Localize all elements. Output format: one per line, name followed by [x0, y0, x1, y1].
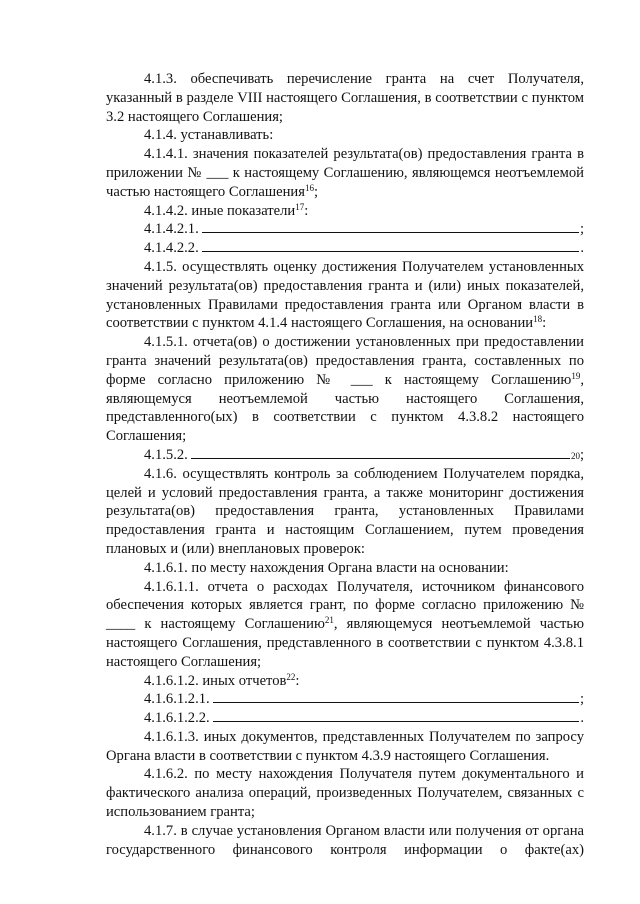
- paragraph-text: 4.1.6.1. по месту нахождения Органа власти на основании:: [144, 559, 509, 576]
- paragraph-tail: ;: [313, 183, 318, 200]
- paragraph-text: 4.1.6. осуществлять контроль за соблюдением Получателем порядка, целей и условий предоставления гранта, а также мониторинг достижения результата(ов) предоставления гранта, установленных Правилами предоставления гранта и настоящим Соглашением, путем проведения плановых и (или) внеплановых проверок:: [106, 465, 584, 557]
- footnote-ref: 18: [533, 314, 543, 325]
- blank-item-4-1-4-2-2: [106, 239, 584, 258]
- paragraph-4-1-7: [106, 822, 584, 860]
- paragraph-tail: :: [542, 315, 547, 332]
- item-end: ;: [579, 691, 584, 708]
- paragraph-tail: , являющемуся неотъемлемой частью настоящего Соглашения, представленного(ых) в соответствии с пунктом 4.3.8.2 настоящего Соглашения;: [106, 371, 584, 445]
- item-label: 4.1.4.2.1.: [144, 221, 199, 238]
- blank-item-4-1-5-2: 4.1.5.2. 20 ;: [144, 446, 584, 463]
- item-label: 4.1.5.2.: [144, 446, 188, 463]
- footnote-ref: 16: [304, 182, 314, 193]
- paragraph-text: 4.1.5.1. отчета(ов) о достижении установленных при предоставлении гранта значений результата(ов) предоставления гранта, составленных по форме согласно приложению № ___ к настоящему Соглашению: [106, 334, 584, 388]
- paragraph-text: 4.1.4.2. иные показатели: [144, 202, 296, 219]
- item-label: 4.1.6.1.2.1.: [144, 691, 210, 708]
- paragraph-tail: , являющемуся неотъемлемой частью настоящего Соглашения, представленного в соответствии с пунктом 4.3.8.1 настоящего Соглашения;: [106, 616, 584, 670]
- paragraph-4-1-4: [106, 126, 584, 145]
- item-end: .: [580, 240, 584, 257]
- paragraph-tail: :: [304, 202, 309, 219]
- paragraph-4-1-6-1: [106, 559, 584, 578]
- paragraph-text: 4.1.5. осуществлять оценку достижения Получателем установленных значений результата(ов) предоставления гранта и (или) иных показателей, установленных Правилами предоставления гранта или Органом власти в соответствии с пунктом 4.1.4 настоящего Соглашения, на основании: [106, 258, 584, 332]
- paragraph-4-1-6-2: [106, 765, 584, 821]
- footnote-ref: 22: [286, 671, 296, 682]
- paragraph-4-1-4-2: [106, 202, 584, 221]
- blank-line: [213, 721, 580, 722]
- item-end: ;: [579, 221, 584, 238]
- paragraph-4-1-5-1: [106, 333, 584, 446]
- paragraph-text: 4.1.7. в случае установления Органом власти или получения от органа государственного финансового контроля информации о факте(ах): [106, 822, 584, 858]
- footnote-ref: 19: [571, 370, 581, 381]
- paragraph-text: 4.1.4. устанавливать:: [144, 127, 274, 144]
- paragraph-4-1-6-1-2: [106, 672, 584, 691]
- document-page: [106, 70, 584, 859]
- blank-line: [202, 251, 580, 252]
- paragraph-4-1-6-1-1: [106, 578, 584, 672]
- blank-item-4-1-6-1-2-1: [106, 690, 584, 709]
- paragraph-4-1-5: [106, 258, 584, 333]
- paragraph-tail: :: [295, 672, 300, 689]
- paragraph-text: 4.1.6.1.2. иных отчетов: [144, 672, 287, 689]
- blank-line: [213, 702, 579, 703]
- paragraph-4-1-6: [106, 465, 584, 559]
- blank-line: [202, 232, 579, 233]
- paragraph-text: 4.1.6.2. по месту нахождения Получателя путем документального и фактического анализа операций, произведенных Получателем, связанных с использованием гранта;: [106, 766, 584, 821]
- paragraph-text: 4.1.6.1.1. отчета о расходах Получателя, источником финансового обеспечения которых является грант, по форме согласно приложению № ____ к настоящему Соглашению: [106, 578, 584, 633]
- item-label: 4.1.6.1.2.2.: [144, 710, 210, 727]
- footnote-ref: 21: [324, 615, 334, 626]
- paragraph-text: 4.1.4.1. значения показателей результата(ов) предоставления гранта в приложении № ___ к настоящему Соглашению, являющемся неотъемлемой частью настоящего Соглашения: [106, 146, 584, 200]
- paragraph-text: 4.1.6.1.3. иных документов, представленных Получателем по запросу Органа власти в соответствии с пунктом 4.3.9 настоящего Соглашения.: [106, 728, 584, 764]
- item-end: .: [580, 710, 584, 727]
- blank-item-4-1-6-1-2-2: [106, 709, 584, 728]
- footnote-ref: 17: [295, 201, 305, 212]
- paragraph-4-1-3: [106, 70, 584, 126]
- item-label: 4.1.4.2.2.: [144, 240, 199, 257]
- paragraph-text: 4.1.3. обеспечивать перечисление гранта на счет Получателя, указанный в разделе VIII настоящего Соглашения, в соответствии с пунктом 3.2 настоящего Соглашения;: [106, 71, 584, 125]
- item-end: ;: [579, 446, 584, 463]
- blank-line: [191, 458, 570, 459]
- blank-item-4-1-4-2-1: [106, 220, 584, 239]
- paragraph-4-1-6-1-3: [106, 728, 584, 766]
- paragraph-4-1-4-1: [106, 145, 584, 201]
